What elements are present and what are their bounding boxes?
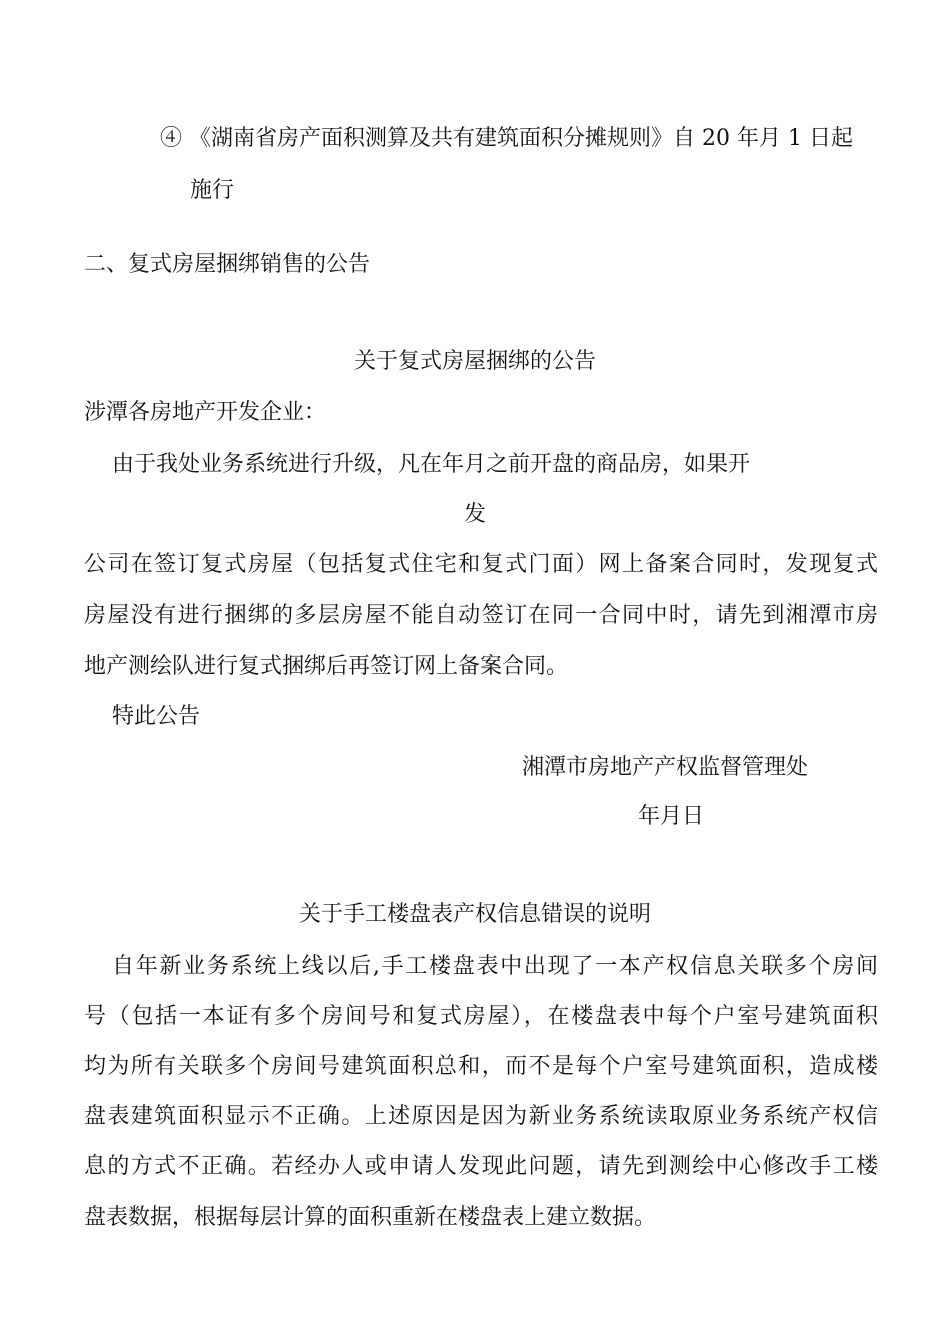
explanation-line-2: 号（包括一本证有多个房间号和复式房屋），在楼盘表中每个户室号建筑面积 bbox=[84, 1004, 878, 1029]
notice-paragraph-line-4: 房屋没有进行捆绑的多层房屋不能自动签订在同一合同中时，请先到湘潭市房 bbox=[84, 603, 878, 628]
notice-paragraph-line-1: 由于我处业务系统进行升级，凡在年月之前开盘的商品房，如果开 bbox=[112, 452, 751, 477]
list-item-line-2: 施行 bbox=[190, 178, 235, 203]
explanation-line-4: 盘表建筑面积显示不正确。上述原因是因为新业务系统读取原业务系统产权信 bbox=[84, 1104, 878, 1129]
issuer-signature: 湘潭市房地产产权监督管理处 bbox=[522, 755, 809, 780]
explanation-line-5: 息的方式不正确。若经办人或申请人发现此问题，请先到测绘中心修改手工楼 bbox=[84, 1154, 878, 1179]
notice-title: 关于复式房屋捆绑的公告 bbox=[353, 349, 596, 374]
closing-text: 特此公告 bbox=[112, 704, 201, 729]
explanation-line-6: 盘表数据，根据每层计算的面积重新在楼盘表上建立数据。 bbox=[84, 1205, 657, 1230]
explanation-title: 关于手工楼盘表产权信息错误的说明 bbox=[298, 902, 651, 927]
notice-paragraph-line-5: 地产测绘队进行复式捆绑后再签订网上备案合同。 bbox=[84, 654, 569, 679]
section-heading: 二、复式房屋捆绑销售的公告 bbox=[84, 252, 371, 277]
issue-date: 年月日 bbox=[638, 804, 705, 829]
salutation: 涉潭各房地产开发企业： bbox=[84, 400, 327, 425]
notice-paragraph-line-3: 公司在签订复式房屋（包括复式住宅和复式门面）网上备案合同时，发现复式 bbox=[84, 552, 878, 577]
explanation-line-1: 自年新业务系统上线以后,手工楼盘表中出现了一本产权信息关联多个房间 bbox=[112, 954, 878, 979]
list-item-line-1: ④ 《湖南省房产面积测算及共有建筑面积分摊规则》自 20 年月 1 日起 bbox=[160, 126, 853, 151]
explanation-line-3: 均为所有关联多个房间号建筑面积总和，而不是每个户室号建筑面积，造成楼 bbox=[84, 1054, 878, 1079]
notice-paragraph-line-2: 发 bbox=[463, 502, 486, 527]
